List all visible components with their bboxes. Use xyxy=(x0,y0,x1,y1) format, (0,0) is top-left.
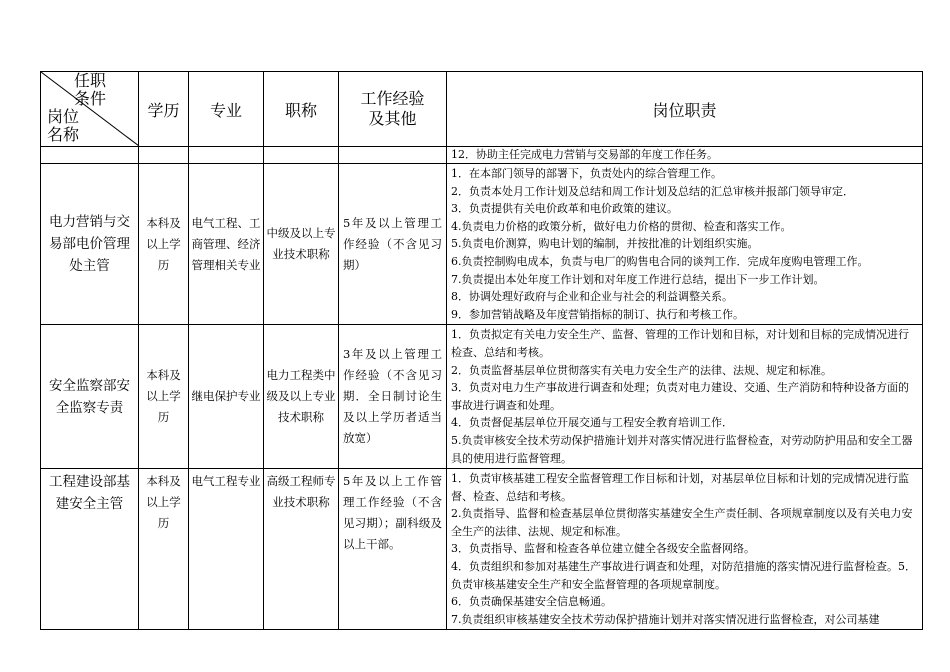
education-cell xyxy=(139,147,189,164)
duty-item: 4.负责电力价格的政策分析，做好电力价格的贯彻、检查和落实工作。 xyxy=(451,219,792,233)
duty-item: 1．在本部门领导的部署下，负责处内的综合管理工作。 xyxy=(451,167,722,180)
title-cell: 高级工程师专业技术职称 xyxy=(264,469,339,630)
duty-item: 1．负责审核基建工程安全监督管理工作目标和计划，对基层单位目标和计划的完成情况进行监督、检查、总结和考核。 xyxy=(451,472,909,503)
duty-item: 4．负责督促基层单位开展交通与工程安全教育培训工作． xyxy=(451,416,733,430)
major-cell: 电气工程、工商管理、经济管理相关专业 xyxy=(189,164,264,325)
duty-item: 12．协助主任完成电力营销与交易部的年度工作任务。 xyxy=(451,148,718,161)
experience-cell: 5年及以上工作管理工作经验（不含见习期）；副科级及以上干部。 xyxy=(339,469,447,630)
experience-cell: 3年及以上管理工作经验（不含见习期．全日制讨论生及以上学历者适当放宽） xyxy=(339,325,447,469)
header-title: 职称 xyxy=(264,72,339,147)
header-row xyxy=(41,72,923,147)
corner-top-label: 任职 条件 xyxy=(73,71,106,108)
duties-cell xyxy=(447,147,923,164)
table-row xyxy=(41,325,923,469)
title-cell: 中级及以上专业技术职称 xyxy=(264,164,339,325)
table-row xyxy=(41,469,923,630)
duty-item: 3．负责对电力生产事故进行调查和处理；负责对电力建设、交通、生产消防和特种设备方面的事故进行调查和处理。 xyxy=(451,381,909,412)
education-cell: 本科及以上学历 xyxy=(139,164,189,325)
duty-item: 2．负责本处月工作计划及总结和周工作计划及总结的汇总审核并报部门领导审定． xyxy=(451,184,854,198)
education-cell: 本科及以上学历 xyxy=(139,469,189,630)
duty-item: 2.负责指导、监督和检查基层单位贯彻落实基建安全生产责任制、各项规章制度以及有关电力安全生产的法律、法规、规定和标准。 xyxy=(451,507,913,538)
duty-item: 3．负责提供有关电价政革和电价政策的建议。 xyxy=(451,202,678,216)
corner-bottom-label: 岗位 名称 xyxy=(47,107,80,144)
duties-cell xyxy=(447,469,923,630)
experience-cell: 5年及以上管理工作经验（不含见习期） xyxy=(339,164,447,325)
title-cell xyxy=(264,147,339,164)
header-corner-cell xyxy=(41,72,139,147)
duties-cell xyxy=(447,325,923,469)
title-cell: 电力工程类中级及以上专业技术职称 xyxy=(264,325,339,469)
header-education: 学历 xyxy=(139,72,189,147)
experience-cell xyxy=(339,147,447,164)
position-cell: 电力营销与交易部电价管理处主管 xyxy=(41,164,139,325)
duties-cell xyxy=(447,164,923,325)
position-cell xyxy=(41,147,139,164)
job-requirements-table xyxy=(40,71,923,630)
major-cell xyxy=(189,147,264,164)
header-major: 专业 xyxy=(189,72,264,147)
major-cell: 电气工程专业 xyxy=(189,469,264,630)
duty-item: 8．协调处理好政府与企业和企业与社会的利益调整关系。 xyxy=(451,290,733,304)
header-duties: 岗位职责 xyxy=(447,72,923,147)
header-experience: 工作经验 及其他 xyxy=(339,72,447,147)
duty-item: 4．负责组织和参加对基建生产事故进行调查和处理，对防范措施的落实情况进行监督检查。5．负责审核基建安全生产和安全监督管理的各项规章制度。 xyxy=(451,560,916,591)
position-cell: 安全监察部安全监察专责 xyxy=(41,325,139,469)
duty-item: 5.负责审核安全技术劳动保护措施计划并对落实情况进行监督检查，对劳动防护用品和安全工器具的使用进行监督管理。 xyxy=(451,433,913,465)
education-cell: 本科及以上学历 xyxy=(139,325,189,469)
table-row xyxy=(41,164,923,325)
duty-item: 2．负责监督基层单位贯彻落实有关电力安全生产的法律、法规、规定和标准。 xyxy=(451,363,832,377)
major-cell: 继电保护专业 xyxy=(189,325,264,469)
duty-item: 1．负责拟定有关电力安全生产、监督、管理的工作计划和目标，对计划和目标的完成情况进行检查、总结和考核。 xyxy=(451,328,909,359)
position-cell: 工程建设部基建安全主管 xyxy=(41,469,139,630)
duty-item: 7.负责提出本处年度工作计划和对年度工作进行总结，提出下一步工作计划。 xyxy=(451,272,825,286)
duty-item: 6．负责确保基建安全信息畅通。 xyxy=(451,595,612,609)
duty-item: 6.负责控制购电成本，负责与电厂的购售电合同的谈判工作．完成年度购电管理工作。 xyxy=(451,254,869,268)
duty-item: 3．负责指导、监督和检查各单位建立健全各级安全监督网络。 xyxy=(451,542,755,556)
duty-item: 7.负责组织审核基建安全技术劳动保护措施计划并对落实情况进行监督检查，对公司基建 xyxy=(451,612,880,626)
duty-item: 9．参加营销战略及年度营销指标的制订、执行和考核工作。 xyxy=(451,307,744,321)
duty-item: 5.负责电价测算，购电计划的编制，并按批准的计划组织实施。 xyxy=(451,237,759,251)
table-row xyxy=(41,147,923,164)
